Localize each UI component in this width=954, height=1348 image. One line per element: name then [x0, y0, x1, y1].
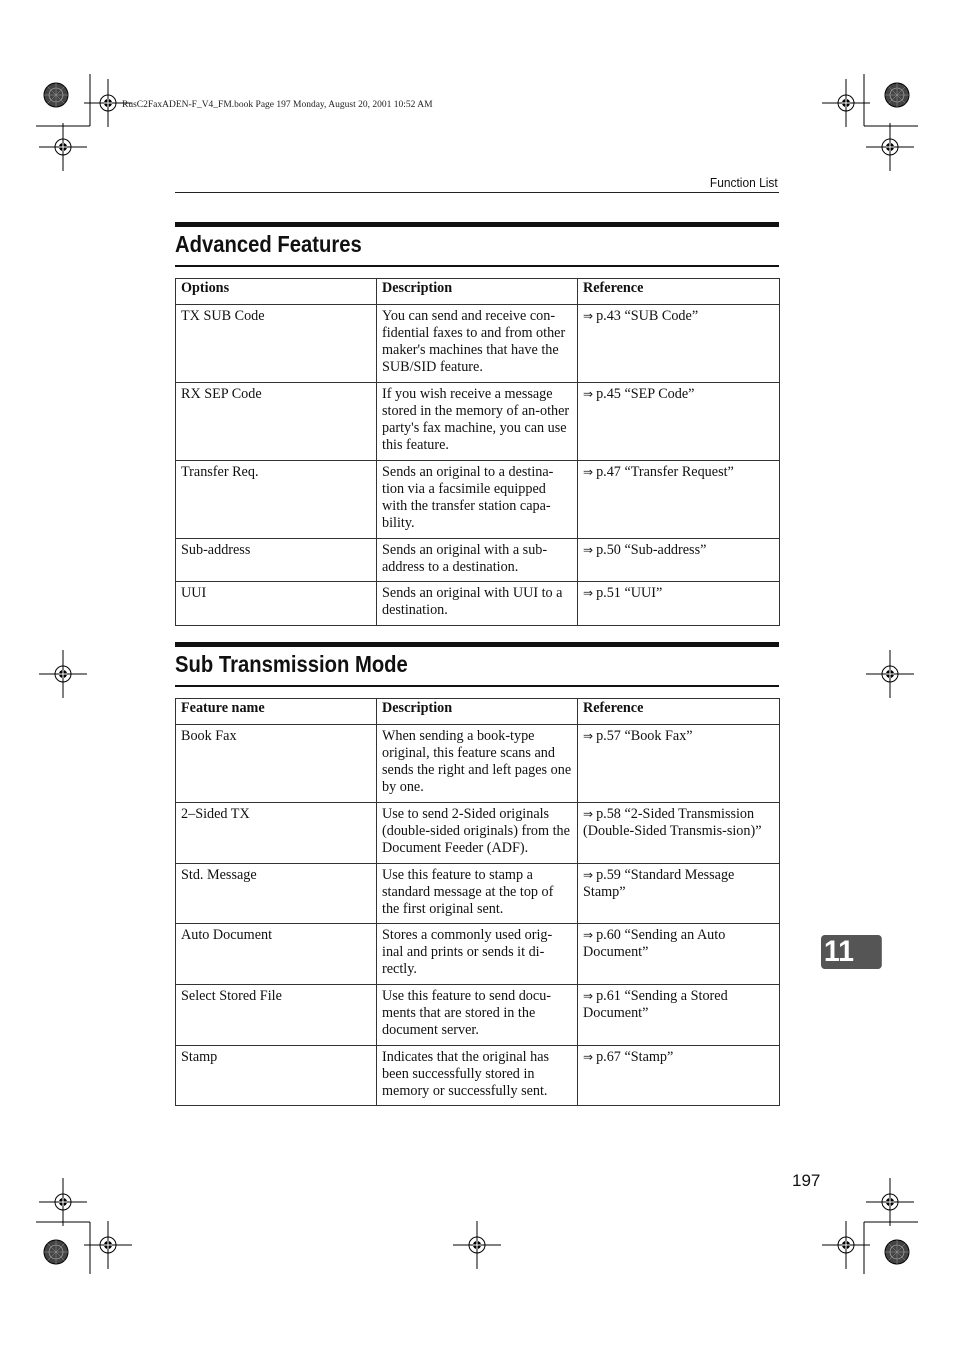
description-cell: When sending a book-type original, this feature scans and sends the right and left pages one by one. [377, 725, 578, 803]
reference-link[interactable]: p.47 “Transfer Request” [596, 464, 734, 480]
column-header: Description [377, 279, 578, 305]
reference-link[interactable]: p.59 “Standard Message Stamp” [583, 867, 735, 900]
reference-cell [578, 461, 780, 539]
table-row [176, 539, 780, 582]
reference-cell [578, 725, 780, 803]
reference-cell [578, 924, 780, 985]
table-row [176, 725, 780, 803]
reference-cell [578, 539, 780, 582]
reference-link[interactable]: p.45 “SEP Code” [596, 386, 695, 402]
table-row [176, 582, 780, 626]
description-cell: Use this feature to stamp a standard message at the top of the first original sent. [377, 864, 578, 924]
section-rule [175, 265, 779, 267]
option-cell: Sub-address [176, 539, 377, 582]
option-cell: Auto Document [176, 924, 377, 985]
table-row [176, 383, 780, 461]
reference-link[interactable]: p.57 “Book Fax” [596, 728, 693, 744]
arrow-icon: ⇒ [583, 868, 594, 882]
reference-link[interactable]: p.58 “2-Sided Transmission (Double-Sided Transmis-sion)” [583, 806, 762, 839]
reference-cell [578, 582, 780, 626]
arrow-icon: ⇒ [583, 1050, 594, 1064]
description-cell: Use to send 2-Sided originals (double-sided originals) from the Document Feeder (ADF). [377, 803, 578, 864]
description-cell: If you wish receive a message stored in the memory of an-other party's fax machine, you can use this feature. [377, 383, 578, 461]
description-cell: Sends an original with a sub-address to a destination. [377, 539, 578, 582]
running-head: Function List [710, 175, 778, 190]
description-cell: You can send and receive con-fidential faxes to and from other maker's machines that have the SUB/SID feature. [377, 305, 578, 383]
reference-cell [578, 985, 780, 1046]
column-header: Reference [578, 279, 780, 305]
reference-cell [578, 803, 780, 864]
table-row [176, 305, 780, 383]
reference-link[interactable]: p.43 “SUB Code” [596, 308, 699, 324]
column-header: Reference [578, 699, 780, 725]
option-cell: Std. Message [176, 864, 377, 924]
reference-link[interactable]: p.67 “Stamp” [596, 1049, 674, 1065]
table-row [176, 461, 780, 539]
file-info: RusC2FaxADEN-F_V4_FM.book Page 197 Monday, August 20, 2001 10:52 AM [122, 100, 433, 110]
option-cell: Transfer Req. [176, 461, 377, 539]
arrow-icon: ⇒ [583, 543, 594, 557]
arrow-icon: ⇒ [583, 309, 594, 323]
arrow-icon: ⇒ [583, 807, 594, 821]
arrow-icon: ⇒ [583, 729, 594, 743]
arrow-icon: ⇒ [583, 989, 594, 1003]
reference-cell [578, 864, 780, 924]
reference-cell [578, 1046, 780, 1106]
section-title-advanced-features: Advanced Features [175, 231, 362, 257]
description-cell: Sends an original with UUI to a destination. [377, 582, 578, 626]
chapter-tab: 11 [821, 935, 882, 969]
arrow-icon: ⇒ [583, 928, 594, 942]
description-cell: Indicates that the original has been successfully stored in memory or successfully sent. [377, 1046, 578, 1106]
table-row [176, 864, 780, 924]
option-cell: Select Stored File [176, 985, 377, 1046]
arrow-icon: ⇒ [583, 586, 594, 600]
option-cell: UUI [176, 582, 377, 626]
option-cell: Book Fax [176, 725, 377, 803]
table-row [176, 985, 780, 1046]
reference-link[interactable]: p.60 “Sending an Auto Document” [583, 927, 726, 960]
table-row [176, 803, 780, 864]
reference-link[interactable]: p.51 “UUI” [596, 585, 663, 601]
table-row [176, 1046, 780, 1106]
reference-cell [578, 383, 780, 461]
option-cell: RX SEP Code [176, 383, 377, 461]
table-header-row [176, 279, 780, 305]
table-row [176, 924, 780, 985]
reference-link[interactable]: p.61 “Sending a Stored Document” [583, 988, 728, 1021]
column-header: Description [377, 699, 578, 725]
section-bar [175, 222, 779, 227]
option-cell: TX SUB Code [176, 305, 377, 383]
header-rule [175, 192, 779, 193]
description-cell: Sends an original to a destina-tion via a facsimile equipped with the transfer station capa-bility. [377, 461, 578, 539]
section-rule [175, 685, 779, 687]
option-cell: 2–Sided TX [176, 803, 377, 864]
advanced-features-table [175, 278, 780, 626]
sub-transmission-table [175, 698, 780, 1106]
section-bar [175, 642, 779, 647]
table-header-row [176, 699, 780, 725]
column-header: Feature name [176, 699, 377, 725]
page-number: 197 [792, 1171, 821, 1190]
option-cell: Stamp [176, 1046, 377, 1106]
section-title-sub-transmission-mode: Sub Transmission Mode [175, 651, 408, 677]
column-header: Options [176, 279, 377, 305]
description-cell: Use this feature to send docu-ments that are stored in the document server. [377, 985, 578, 1046]
arrow-icon: ⇒ [583, 387, 594, 401]
arrow-icon: ⇒ [583, 465, 594, 479]
reference-cell [578, 305, 780, 383]
description-cell: Stores a commonly used orig-inal and prints or sends it di-rectly. [377, 924, 578, 985]
reference-link[interactable]: p.50 “Sub-address” [596, 542, 707, 558]
